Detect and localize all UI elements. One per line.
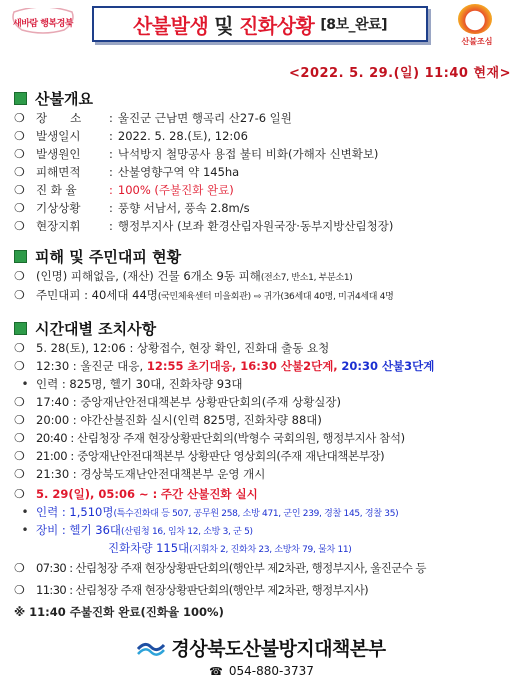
timeline-row: ❍ 12:30 : 울진군 대응, 12:55 초기대응, 16:30 산불2단계, 20:30 산불3단계 <box>14 359 435 373</box>
gyeongbuk-logo <box>8 6 78 36</box>
overview-area: ❍ 피해면적 : 산불영향구역 약 145ha <box>14 165 240 179</box>
overview-location: ❍ 장 소 : 울진군 근남면 행곡리 산27-6 일원 <box>14 111 292 125</box>
timeline-row: ❍ 21:30 : 경상북도재난안전대책본부 운영 개시 <box>14 467 266 481</box>
green-square-icon <box>14 92 27 105</box>
timeline-row: • 인력 : 1,510명 (특수진화대 등 507, 공무원 258, 소방 471, 군인 239, 경찰 145, 경찰 35) <box>21 505 399 519</box>
contact-phone: ☎ 054-880-3737 <box>209 664 314 678</box>
fire-prevention-emblem <box>448 4 506 48</box>
timeline-row: • 인력 : 825명, 헬기 30대, 진화차량 93대 <box>21 377 243 391</box>
overview-cause: ❍ 발생원인 : 낙석방지 철망공사 용접 불티 비화(가해자 신변확보) <box>14 147 379 161</box>
emblem-caption: 산불조심 <box>461 37 493 46</box>
page-title <box>92 6 428 42</box>
completion-note: ※ 11:40 주불진화 완료(진화율 100%) <box>14 605 224 619</box>
timeline-row: ❍ 07:30 : 산림청장 주재 현장상황판단회의(행안부 제2차관, 행정부지사, 울진군수 등 <box>14 561 426 575</box>
section-timeline-title: 시간대별 조치사항 <box>14 318 156 339</box>
timeline-row: • 장비 : 헬기 36대 (산림청 16, 임차 12, 소방 3, 군 5) <box>21 523 253 537</box>
green-square-icon <box>14 250 27 263</box>
logo-text: 새바람 행복경북 <box>13 19 73 29</box>
timeline-row: 진화차량 115대 (지휘차 2, 진화차 23, 소방차 79, 물차 11) <box>108 541 352 555</box>
title-and: 및 <box>214 13 234 38</box>
report-date: <2022. 5. 29.(일) 11:40 현재> <box>289 66 511 81</box>
damage-line: ❍ (인명) 피해없음, (재산) 건물 6개소 9동 피해 (전소7, 반소1, 부분소1) <box>14 269 353 283</box>
overview-containment: ❍ 진 화 율 : 100% (주불진화 완료) <box>14 183 234 197</box>
timeline-row: ❍ 20:00 : 야간산불진화 실시(인력 825명, 진화차량 88대) <box>14 413 322 427</box>
timeline-row: ❍ 17:40 : 중앙재난안전대책본부 상황판단회의(주재 상황실장) <box>14 395 342 409</box>
evacuation-line: ❍ 주민대피 : 40세대 44명 (국민체육센터 미을회관) ⇨ 귀가(36세대 40명, 미귀4세대 4명 <box>14 288 394 302</box>
timeline-row: ❍ 5. 29(일), 05:06 ~ : 주간 산불진화 실시 <box>14 487 258 501</box>
organization-name: 경상북도산불방지대책본부 <box>0 634 523 661</box>
gyeongbuk-symbol-icon <box>137 639 165 657</box>
timeline-row: ❍ 11:30 : 산림청장 주재 현장상황판단회의(행안부 제2차관, 행정부지사) <box>14 583 369 597</box>
section-overview-title: 산불개요 <box>14 88 93 109</box>
green-square-icon <box>14 322 27 335</box>
overview-command: ❍ 현장지휘 : 행정부지사 (보좌 환경산림자원국장·동부지방산림청장) <box>14 219 394 233</box>
title-part1: 산불발생 <box>132 13 209 38</box>
phone-icon: ☎ <box>209 665 223 678</box>
timeline-row: ❍ 5. 28(토), 12:06 : 상황접수, 현장 확인, 진화대 출동 요청 <box>14 341 330 355</box>
section-damage-title: 피해 및 주민대피 현황 <box>14 246 181 267</box>
timeline-row: ❍ 20:40 : 산림청장 주재 현장상황판단회의(박형수 국회의원, 행정부지사 참석) <box>14 431 405 445</box>
title-part2: 진화상황 <box>239 13 315 38</box>
emblem-icon <box>458 4 492 34</box>
timeline-row: ❍ 21:00 : 중앙재난안전대책본부 상황판단 영상회의(주재 재난대책본부장) <box>14 449 385 463</box>
title-suffix: [8보_완료] <box>320 17 387 33</box>
overview-weather: ❍ 기상상황 : 풍향 서남서, 풍속 2.8m/s <box>14 201 250 215</box>
overview-datetime: ❍ 발생일시 : 2022. 5. 28.(토), 12:06 <box>14 129 248 143</box>
